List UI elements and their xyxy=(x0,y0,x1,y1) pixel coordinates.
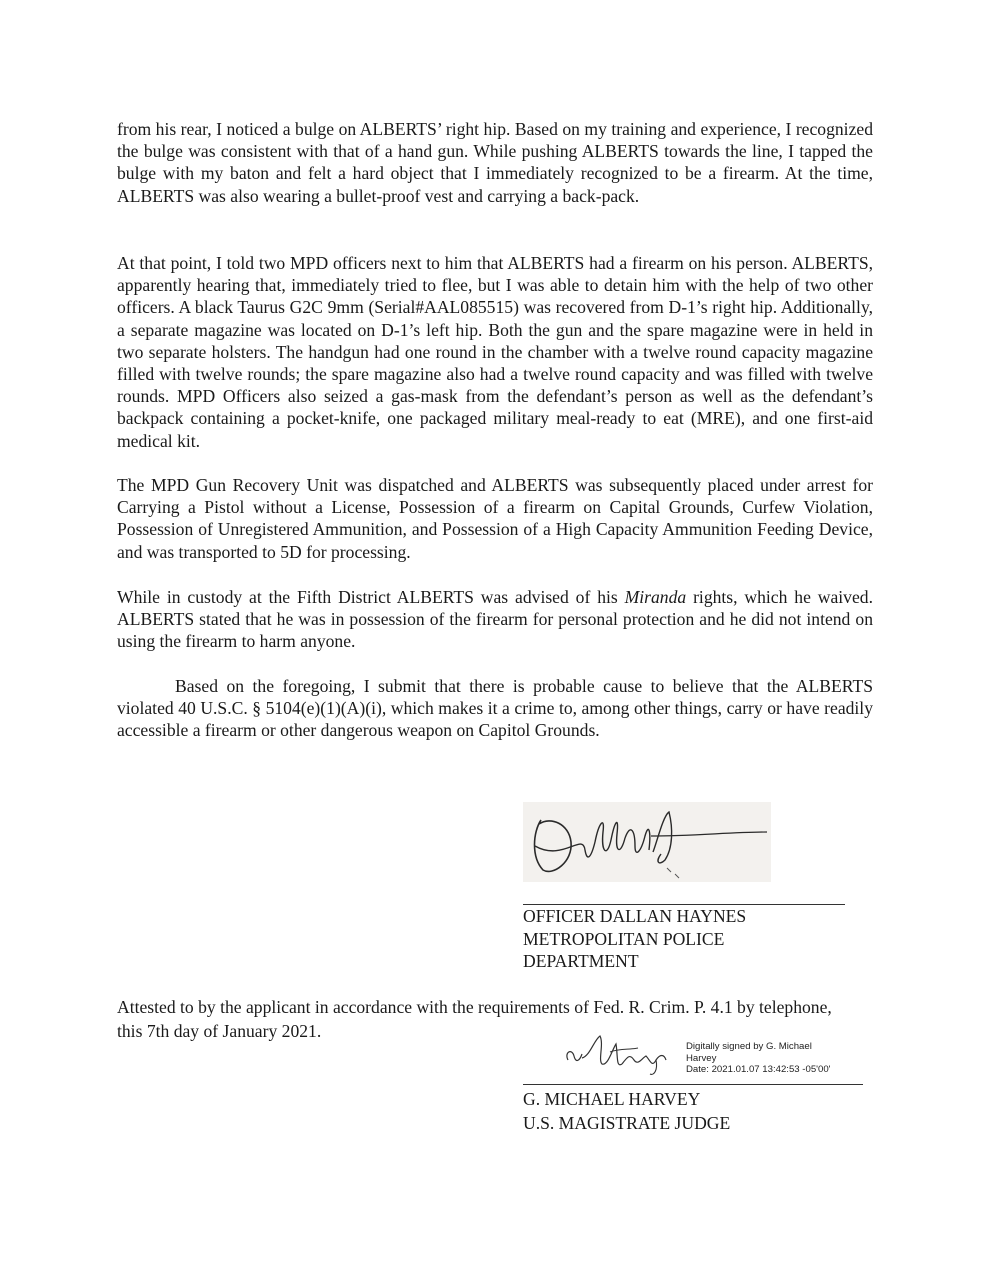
judge-signature-icon xyxy=(560,1030,680,1078)
attestation-text: Attested to by the applicant in accordance with the requirements of Fed. R. Crim. P. 4.1 by telephone, this 7th day of January 2021. xyxy=(117,997,832,1041)
judge-signature-block xyxy=(523,1087,730,1135)
officer-signature-block xyxy=(523,905,746,973)
miranda-italic: Miranda xyxy=(624,587,687,607)
judge-signature-line xyxy=(523,1084,863,1085)
digital-signed-by: Digitally signed by G. Michael xyxy=(686,1041,812,1052)
judge-name: G. MICHAEL HARVEY xyxy=(523,1089,701,1109)
paragraph-detention: At that point, I told two MPD officers next to him that ALBERTS had a firearm on his person. ALBERTS, apparently hearing that, immediately tried to flee, but I was able to detain him with the help of two other officers. A black Taurus G2C 9mm (Serial#AAL085515) was recovered from D-1’s right hip. Additionally, a separate magazine was located on D-1’s left hip. Both the gun and the spare magazine were in held in two separate holsters. The handgun had one round in the chamber with a twelve round capacity magazine filled with twelve rounds; the spare magazine also had a twelve round capacity and was filled with twelve rounds. MPD Officers also seized a gas-mask from the defendant’s person as well as the defendant’s backpack containing a pocket-knife, one packaged military meal-ready to eat (MRE), and one first-aid medical kit. xyxy=(117,253,873,451)
officer-agency-line1: METROPOLITAN POLICE xyxy=(523,928,725,949)
digital-signed-name: Harvey xyxy=(686,1052,717,1064)
officer-agency-line2: DEPARTMENT xyxy=(523,951,639,972)
paragraph-miranda xyxy=(117,586,873,653)
digital-signature-stamp xyxy=(686,1041,856,1076)
judge-title: U.S. MAGISTRATE JUDGE xyxy=(523,1113,731,1133)
paragraph-probable-cause: Based on the foregoing, I submit that there is probable cause to believe that the ALBERTS violated 40 U.S.C. § 5104(e)(1)(A)(i), which makes it a crime to, among other things, carry or have readily accessible a firearm or other dangerous weapon on Capitol Grounds. xyxy=(117,676,873,741)
officer-signature-image xyxy=(523,802,771,882)
officer-name: OFFICER DALLAN HAYNES xyxy=(523,906,747,926)
miranda-text-after: rights, which he waived. ALBERTS stated that he was in possession of the firearm for personal protection and he did not intend on using the firearm to harm anyone. xyxy=(117,587,873,652)
miranda-text-before: While in custody at the Fifth District ALBERTS was advised of his xyxy=(117,587,625,607)
paragraph-arrest: The MPD Gun Recovery Unit was dispatched and ALBERTS was subsequently placed under arrest for Carrying a Pistol without a License, Possession of a firearm on Capital Grounds, Curfew Violation, Possession of Unregistered Ammunition, and Possession of a High Capacity Ammunition Feeding Device, and was transported to 5D for processing. xyxy=(117,475,873,562)
officer-signature-icon xyxy=(523,802,771,882)
digital-signed-date: Date: 2021.01.07 13:42:53 -05'00' xyxy=(686,1064,831,1075)
paragraph-bulge: from his rear, I noticed a bulge on ALBERTS’ right hip. Based on my training and experience, I recognized the bulge was consistent with that of a hand gun. While pushing ALBERTS towards the line, I tapped the bulge with my baton and felt a hard object that I immediately recognized to be a firearm. At the time, ALBERTS was also wearing a bullet-proof vest and carrying a back-pack. xyxy=(117,119,873,206)
